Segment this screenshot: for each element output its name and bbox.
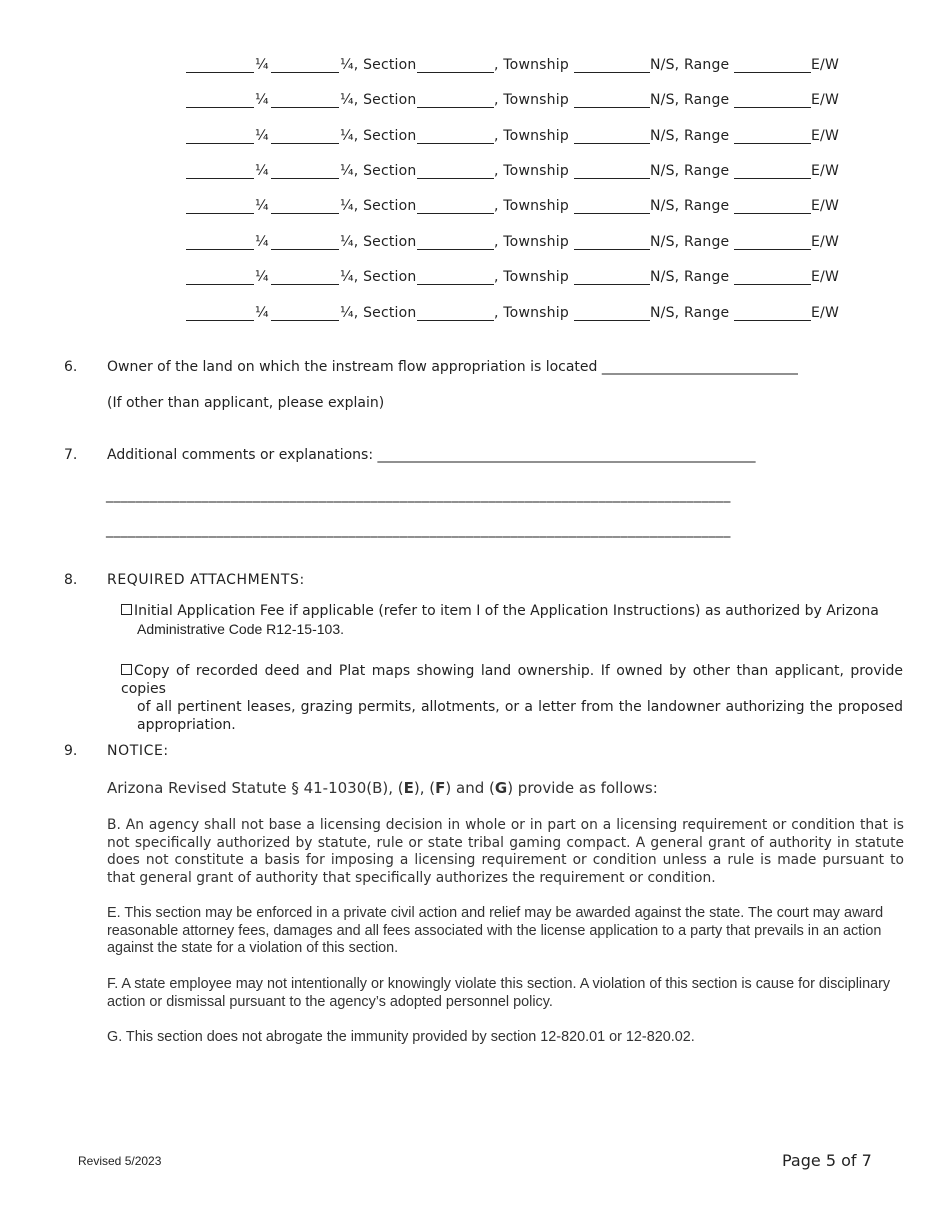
township-label: , Township xyxy=(494,269,569,285)
range-label: N/S, Range xyxy=(650,128,730,144)
quarter-blank[interactable] xyxy=(271,284,339,285)
section-label: ¼, Section xyxy=(340,128,417,144)
section-blank[interactable] xyxy=(417,178,494,179)
township-blank[interactable] xyxy=(574,320,650,321)
quarter-quarter-blank[interactable] xyxy=(186,213,254,214)
land-owner-blank[interactable]: ____________________________ xyxy=(601,359,798,375)
range-blank[interactable] xyxy=(734,249,811,250)
attachment-deed xyxy=(121,662,903,734)
township-blank[interactable] xyxy=(574,72,650,73)
quarter-label: ¼ xyxy=(255,198,269,214)
notice-paragraph-f: F. A state employee may not intentionally or knowingly violate this section. A violation of this section is cause for disciplinary action or dismissal pursuant to the agency’s adopted personnel policy. xyxy=(107,976,891,1010)
statute-text-b: ), ( xyxy=(413,779,436,797)
comments-line-3[interactable]: _____________________________________________________________________________________ xyxy=(106,522,731,538)
quarter-quarter-blank[interactable] xyxy=(186,72,254,73)
statute-letter-g: G xyxy=(494,779,508,797)
legal-row xyxy=(186,163,856,183)
township-blank[interactable] xyxy=(574,107,650,108)
item-6-label xyxy=(107,359,798,375)
statute-letter-f: F xyxy=(435,779,446,797)
quarter-blank[interactable] xyxy=(271,213,339,214)
item-7-number: 7. xyxy=(64,447,78,463)
comments-blank[interactable]: ______________________________________________________ xyxy=(377,447,756,463)
notice-heading: NOTICE: xyxy=(107,743,169,759)
township-blank[interactable] xyxy=(574,213,650,214)
township-label: , Township xyxy=(494,198,569,214)
range-label: N/S, Range xyxy=(650,163,730,179)
item-7-label xyxy=(107,447,756,463)
township-label: , Township xyxy=(494,305,569,321)
item-6-note: (If other than applicant, please explain) xyxy=(107,395,385,411)
quarter-blank[interactable] xyxy=(271,143,339,144)
range-label: N/S, Range xyxy=(650,305,730,321)
legal-row xyxy=(186,198,856,218)
notice-paragraph-g: G. This section does not abrogate the immunity provided by section 12-820.01 or 12-820.02. xyxy=(107,1029,695,1045)
legal-row xyxy=(186,305,856,325)
quarter-blank[interactable] xyxy=(271,72,339,73)
range-blank[interactable] xyxy=(734,213,811,214)
statute-letter-e: E xyxy=(403,779,414,797)
statute-text-c: ) and ( xyxy=(445,779,495,797)
section-label: ¼, Section xyxy=(340,269,417,285)
deed-text-line-2: of all pertinent leases, grazing permits, allotments, or a letter from the landowner authorizing the proposed appropriation. xyxy=(137,699,903,733)
range-label: N/S, Range xyxy=(650,92,730,108)
range-blank[interactable] xyxy=(734,320,811,321)
quarter-label: ¼ xyxy=(255,305,269,321)
township-label: , Township xyxy=(494,128,569,144)
township-label: , Township xyxy=(494,163,569,179)
page-number: Page 5 of 7 xyxy=(782,1151,872,1170)
legal-row xyxy=(186,269,856,289)
range-label: N/S, Range xyxy=(650,234,730,250)
item-6-number: 6. xyxy=(64,359,78,375)
range-blank[interactable] xyxy=(734,143,811,144)
ew-label: E/W xyxy=(811,234,840,250)
quarter-quarter-blank[interactable] xyxy=(186,107,254,108)
fee-text-line-2: Administrative Code R12-15-103. xyxy=(137,621,344,637)
ew-label: E/W xyxy=(811,269,840,285)
quarter-label: ¼ xyxy=(255,234,269,250)
quarter-quarter-blank[interactable] xyxy=(186,178,254,179)
section-blank[interactable] xyxy=(417,284,494,285)
quarter-label: ¼ xyxy=(255,269,269,285)
township-label: , Township xyxy=(494,234,569,250)
quarter-blank[interactable] xyxy=(271,178,339,179)
quarter-quarter-blank[interactable] xyxy=(186,249,254,250)
ew-label: E/W xyxy=(811,163,840,179)
legal-row xyxy=(186,234,856,254)
deed-text-line-1: Copy of recorded deed and Plat maps showing land ownership. If owned by other than applicant, provide copies xyxy=(121,663,903,697)
township-label: , Township xyxy=(494,92,569,108)
section-blank[interactable] xyxy=(417,213,494,214)
item-8-number: 8. xyxy=(64,572,78,588)
section-blank[interactable] xyxy=(417,107,494,108)
notice-paragraph-b: B. An agency shall not base a licensing decision in whole or in part on a licensing requirement or condition that is not specifically authorized by statute, rule or state tribal gaming compact. A general grant of authority in statute does not constitute a basis for imposing a licensing requirement or condition unless a rule is made pursuant to that general grant of authority that specifically authorizes the requirement or condition. xyxy=(107,817,904,886)
ew-label: E/W xyxy=(811,57,840,73)
quarter-label: ¼ xyxy=(255,163,269,179)
range-blank[interactable] xyxy=(734,284,811,285)
range-label: N/S, Range xyxy=(650,57,730,73)
section-label: ¼, Section xyxy=(340,305,417,321)
legal-row xyxy=(186,92,856,112)
section-blank[interactable] xyxy=(417,143,494,144)
range-blank[interactable] xyxy=(734,72,811,73)
township-blank[interactable] xyxy=(574,284,650,285)
statute-text-d: ) provide as follows: xyxy=(507,779,658,797)
deed-checkbox[interactable] xyxy=(121,664,132,675)
fee-text-line-1: Initial Application Fee if applicable (refer to item I of the Application Instructions) as authorized by Arizona xyxy=(134,603,879,619)
section-label: ¼, Section xyxy=(340,234,417,250)
statute-text-a: Arizona Revised Statute § 41-1030(B), ( xyxy=(107,779,404,797)
ew-label: E/W xyxy=(811,305,840,321)
required-attachments-heading: REQUIRED ATTACHMENTS: xyxy=(107,572,305,588)
section-blank[interactable] xyxy=(417,249,494,250)
legal-row xyxy=(186,128,856,148)
land-owner-label: Owner of the land on which the instream flow appropriation is located xyxy=(107,359,598,375)
attachment-fee xyxy=(121,602,903,638)
item-9-number: 9. xyxy=(64,743,78,759)
section-label: ¼, Section xyxy=(340,57,417,73)
quarter-blank[interactable] xyxy=(271,320,339,321)
statute-citation xyxy=(107,779,658,797)
range-blank[interactable] xyxy=(734,107,811,108)
quarter-label: ¼ xyxy=(255,92,269,108)
section-blank[interactable] xyxy=(417,72,494,73)
quarter-label: ¼ xyxy=(255,128,269,144)
section-blank[interactable] xyxy=(417,320,494,321)
township-blank[interactable] xyxy=(574,178,650,179)
quarter-blank[interactable] xyxy=(271,107,339,108)
ew-label: E/W xyxy=(811,198,840,214)
section-label: ¼, Section xyxy=(340,163,417,179)
township-label: , Township xyxy=(494,57,569,73)
township-blank[interactable] xyxy=(574,249,650,250)
legal-row xyxy=(186,57,856,77)
range-blank[interactable] xyxy=(734,178,811,179)
revised-date: Revised 5/2023 xyxy=(78,1154,162,1168)
comments-label: Additional comments or explanations: xyxy=(107,447,374,463)
quarter-blank[interactable] xyxy=(271,249,339,250)
quarter-label: ¼ xyxy=(255,57,269,73)
range-label: N/S, Range xyxy=(650,198,730,214)
quarter-quarter-blank[interactable] xyxy=(186,143,254,144)
ew-label: E/W xyxy=(811,128,840,144)
section-label: ¼, Section xyxy=(340,198,417,214)
range-label: N/S, Range xyxy=(650,269,730,285)
quarter-quarter-blank[interactable] xyxy=(186,284,254,285)
notice-paragraph-e: E. This section may be enforced in a private civil action and relief may be awarded against the state. The court may award reasonable attorney fees, damages and all fees associated with the license application to a party that prevails in an action against the state for a violation of this section. xyxy=(107,905,884,956)
section-label: ¼, Section xyxy=(340,92,417,108)
ew-label: E/W xyxy=(811,92,840,108)
quarter-quarter-blank[interactable] xyxy=(186,320,254,321)
comments-line-2[interactable]: _____________________________________________________________________________________ xyxy=(106,487,731,503)
township-blank[interactable] xyxy=(574,143,650,144)
fee-checkbox[interactable] xyxy=(121,604,132,615)
